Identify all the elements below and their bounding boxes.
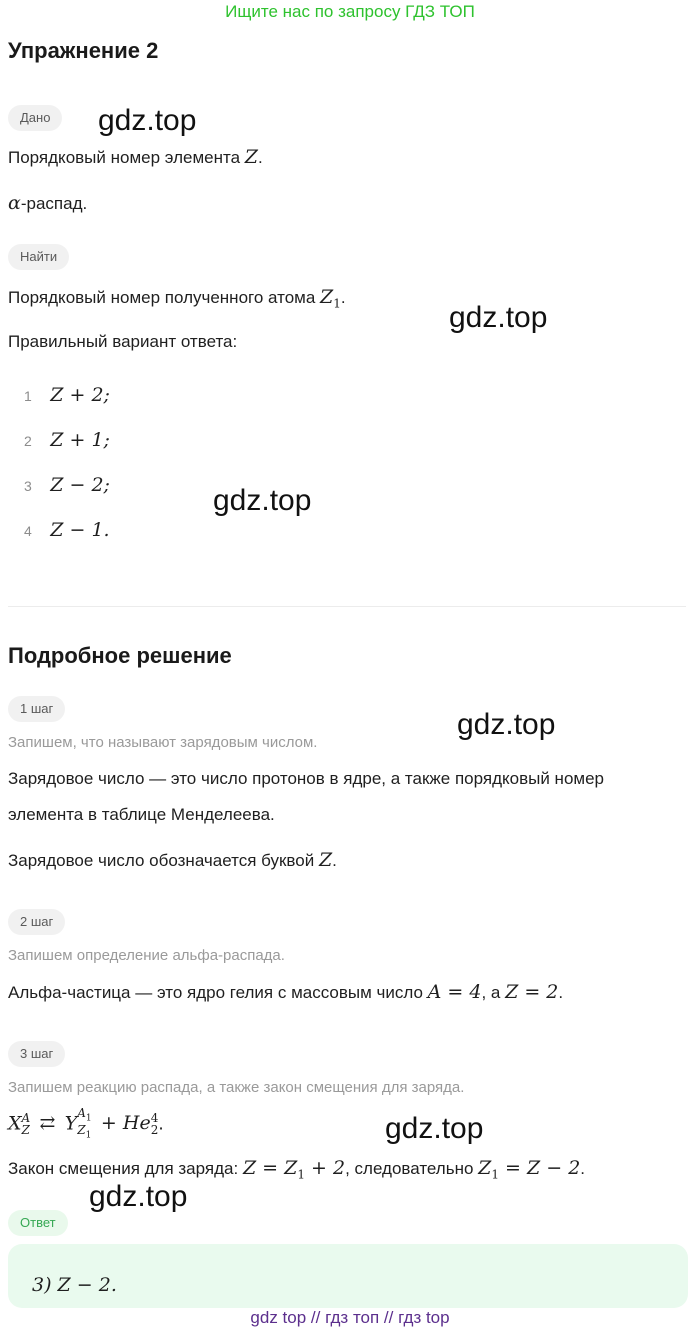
- eq-x-charge: Z: [21, 1123, 30, 1138]
- law-math-1-sub: 1: [297, 1167, 305, 1182]
- option-4: [24, 519, 110, 541]
- option-3: [24, 474, 110, 496]
- law-math-2-tail: = Z − 2: [499, 1157, 581, 1179]
- step-2-paragraph: Альфа-частица — это ядро гелия с массовым число A = 4, а Z = 2.: [8, 981, 564, 1003]
- given-line-1-text: Порядковый номер элемента: [8, 148, 245, 167]
- step-1-pill-label: 1 шаг: [20, 701, 54, 716]
- section-divider: [8, 606, 686, 607]
- answer-value: 3) Z − 2.: [32, 1274, 117, 1296]
- watermark: gdz.top: [385, 1112, 484, 1145]
- eq-he-indices: [151, 1112, 159, 1136]
- step-1-paragraph-1: Зарядовое число — это число протонов в ядре, а также порядковый номер: [8, 769, 604, 788]
- option-2-expr: Z + 1;: [50, 429, 110, 451]
- footer-link[interactable]: gdz top // гдз топ // гдз top: [250, 1308, 450, 1327]
- watermark: gdz.top: [213, 484, 312, 517]
- option-1-number: 1: [24, 388, 32, 404]
- law-text: Закон смещения для заряда:: [8, 1159, 243, 1178]
- option-1: [24, 384, 110, 406]
- find-pill-label: Найти: [20, 249, 58, 264]
- step-1-hint: Запишем, что называют зарядовым числом.: [8, 734, 318, 751]
- find-line-1-math: Z: [320, 286, 334, 308]
- eq-he-mass: 4: [150, 1111, 159, 1126]
- option-1-expr: Z + 2;: [50, 384, 110, 406]
- watermark: gdz.top: [98, 104, 197, 137]
- page-title: Упражнение 2: [8, 38, 159, 63]
- find-pill: [8, 244, 69, 270]
- law-math-2-sub: 1: [491, 1167, 499, 1182]
- step-2-pill: [8, 909, 65, 935]
- given-pill: [8, 105, 62, 131]
- given-pill-label: Дано: [20, 110, 51, 125]
- step-2-math-a: A = 4: [427, 981, 482, 1003]
- answer-box: [8, 1244, 688, 1308]
- promo-banner: Ищите нас по запросу ГДЗ ТОП: [225, 2, 475, 21]
- given-line-1: Порядковый номер элемента Z.: [8, 146, 263, 168]
- given-line-2: [8, 192, 87, 214]
- step-2-pill-label: 2 шаг: [20, 914, 54, 929]
- law-mid: , следовательно: [345, 1159, 479, 1178]
- step-1-paragraph-3: Зарядовое число обозначается буквой Z.: [8, 849, 337, 871]
- step-2-mid: , а: [481, 983, 506, 1002]
- given-line-1-math: Z: [244, 146, 258, 168]
- law-math-1: Z = Z: [242, 1157, 298, 1179]
- law-math-2: Z: [478, 1157, 492, 1179]
- find-line-1: Порядковый номер полученного атома $Z_1$.: [8, 286, 346, 311]
- step-1-paragraph-2: элемента в таблице Менделеева.: [8, 805, 275, 824]
- option-2: [24, 429, 110, 451]
- eq-y-charge: Z: [77, 1123, 86, 1138]
- eq-y-charge-sub: 1: [85, 1130, 92, 1141]
- step-1-p3-math: Z: [318, 849, 333, 871]
- option-2-number: 2: [24, 433, 32, 449]
- displacement-law: Закон смещения для заряда: $Z = Z_1 + 2$, следовательно $Z_1 = Z - 2$.: [8, 1157, 586, 1182]
- eq-y-mass: A: [77, 1106, 86, 1120]
- find-line-1-sub: 1: [333, 296, 341, 311]
- step-1-pill: [8, 696, 65, 722]
- step-3-hint: Запишем реакцию распада, а также закон смещения для заряда.: [8, 1079, 465, 1096]
- eq-y-mass-sub: 1: [85, 1113, 92, 1124]
- eq-y-indices: [77, 1107, 91, 1142]
- solution-title: Подробное решение: [8, 643, 232, 668]
- step-2-math-z: Z = 2: [505, 981, 559, 1003]
- eq-he-charge: 2: [150, 1123, 159, 1138]
- eq-helium: + He: [100, 1112, 151, 1135]
- decay-equation: XA Z ⇄ $YA_1$ $Z_1 + He4$ 2.: [8, 1106, 164, 1141]
- step-1-p3-text: Зарядовое число обозначается буквой: [8, 851, 319, 870]
- watermark: gdz.top: [457, 708, 556, 741]
- answer-pill-label: Ответ: [20, 1215, 56, 1230]
- step-2-hint: Запишем определение альфа-распада.: [8, 947, 285, 964]
- eq-x: X: [8, 1112, 22, 1135]
- given-line-2-math: α: [8, 192, 21, 214]
- eq-x-mass: A: [21, 1111, 31, 1126]
- step-3-pill-label: 3 шаг: [20, 1046, 54, 1061]
- step-3-pill: [8, 1041, 65, 1067]
- step-2-text: Альфа-частица — это ядро гелия с массовым число: [8, 983, 428, 1002]
- find-line-1-text: Порядковый номер полученного атома: [8, 288, 321, 307]
- watermark: gdz.top: [449, 301, 548, 334]
- option-3-expr: Z − 2;: [50, 474, 110, 496]
- find-line-2: Правильный вариант ответа:: [8, 332, 238, 351]
- eq-y: Y: [64, 1112, 78, 1135]
- given-line-2-text: -распад.: [20, 194, 88, 213]
- law-math-1-tail: + 2: [304, 1157, 346, 1179]
- eq-x-indices: [22, 1112, 31, 1136]
- eq-arrow: ⇄: [39, 1112, 56, 1135]
- option-4-number: 4: [24, 523, 32, 539]
- option-3-number: 3: [24, 478, 32, 494]
- option-4-expr: Z − 1.: [50, 519, 110, 541]
- watermark: gdz.top: [89, 1180, 188, 1213]
- answer-pill: [8, 1210, 68, 1236]
